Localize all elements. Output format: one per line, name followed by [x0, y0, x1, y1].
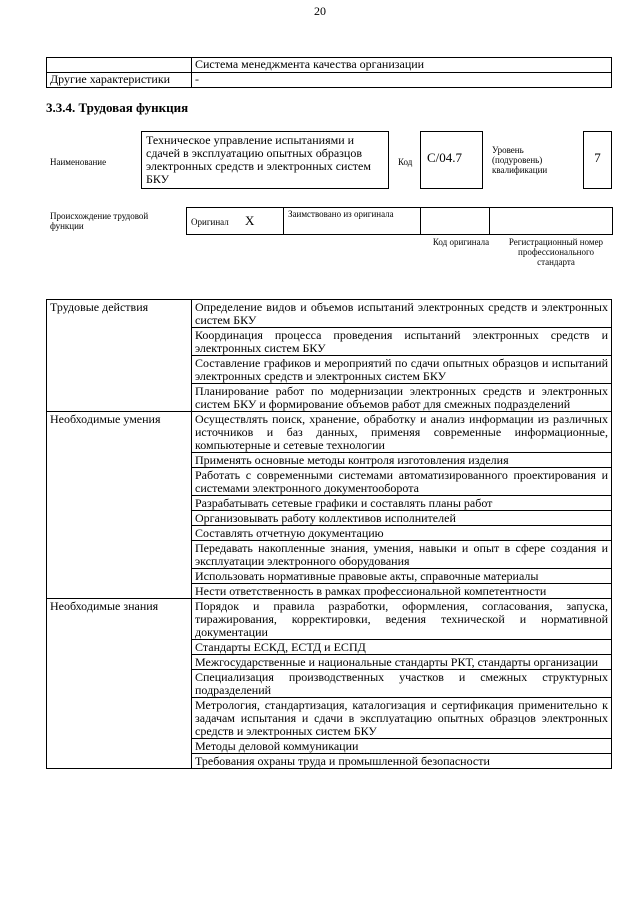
- quality-system-cell: Система менеджмента качества организации: [192, 58, 612, 73]
- table-row: [47, 599, 612, 640]
- table-row: [47, 412, 612, 453]
- other-characteristics-value: -: [192, 73, 612, 88]
- name-label: Наименование: [50, 157, 107, 167]
- section-item: Организовывать работу коллективов исполнителей: [192, 511, 612, 526]
- section-item: Осуществлять поиск, хранение, обработку и анализ информации из различных источников и баз данных, применяя современные информационные, компьютерные и сетевые технологии: [192, 412, 612, 453]
- section-item: Требования охраны труда и промышленной безопасности: [192, 754, 612, 769]
- function-name-box: Техническое управление испытаниями и сдачей в эксплуатацию опытных образцов электронных средств и электронных систем БКУ: [141, 131, 389, 189]
- section-item: Специализация производственных участков и смежных структурных подразделений: [192, 670, 612, 698]
- origin-label: Происхождение трудовой функции: [50, 211, 149, 231]
- section-item: Определение видов и объемов испытаний электронных средств и электронных систем БКУ: [192, 300, 612, 328]
- characteristics-table: [46, 57, 612, 88]
- section-label: Необходимые знания: [47, 599, 192, 769]
- section-item: Работать с современными системами автоматизированного проектирования и системами электронного документооборота: [192, 468, 612, 496]
- other-characteristics-label: Другие характеристики: [47, 73, 192, 88]
- original-cell: [187, 208, 284, 235]
- section-item: Использовать нормативные правовые акты, справочные материалы: [192, 569, 612, 584]
- original-label: Оригинал: [191, 216, 229, 227]
- function-details-table: [46, 299, 612, 769]
- section-item: Координация процесса проведения испытаний электронных средств и электронных систем БКУ: [192, 328, 612, 356]
- section-item: Метрология, стандартизация, каталогизация и сертификация применительно к задачам испытания и сдачи в эксплуатацию опытных образцов электронных средств и электронных систем БКУ: [192, 698, 612, 739]
- origin-code-cell: [421, 208, 490, 235]
- code-label: Код: [398, 157, 413, 167]
- section-label: Необходимые умения: [47, 412, 192, 599]
- section-item: Составлять отчетную документацию: [192, 526, 612, 541]
- reg-number-caption: Регистрационный номер профессионального стандарта: [508, 237, 604, 267]
- page-number: 20: [314, 4, 326, 18]
- code-original-caption: Код оригинала: [432, 237, 490, 247]
- level-label: Уровень (подуровень) квалификации: [492, 145, 548, 175]
- empty-cell: [47, 58, 192, 73]
- origin-reg-cell: [490, 208, 613, 235]
- section-item: Стандарты ЕСКД, ЕСТД и ЕСПД: [192, 640, 612, 655]
- section-item: Планирование работ по модернизации электронных средств и электронных систем БКУ и формирование объемов работ для смежных подразделений: [192, 384, 612, 412]
- section-item: Передавать накопленные знания, умения, навыки и опыт в сфере создания и эксплуатации электронного оборудования: [192, 541, 612, 569]
- borrowed-label: Заимствовано из оригинала: [284, 208, 421, 235]
- function-code-box: С/04.7: [420, 131, 483, 189]
- table-row: [47, 300, 612, 328]
- level-value-box: 7: [583, 131, 612, 189]
- section-item: Составление графиков и мероприятий по сдачи опытных образцов и испытаний электронных средств и электронных систем БКУ: [192, 356, 612, 384]
- section-item: Разрабатывать сетевые графики и составлять планы работ: [192, 496, 612, 511]
- section-item: Межгосударственные и национальные стандарты РКТ, стандарты организации: [192, 655, 612, 670]
- section-label: Трудовые действия: [47, 300, 192, 412]
- section-item: Нести ответственность в рамках профессиональной компетентности: [192, 584, 612, 599]
- original-mark: X: [244, 212, 255, 228]
- section-item: Порядок и правила разработки, оформления, согласования, запуска, тиражирования, корректировки, ведения технической и нормативной документации: [192, 599, 612, 640]
- section-title: 3.3.4. Трудовая функция: [46, 100, 189, 115]
- origin-table: [186, 207, 613, 235]
- section-item: Применять основные методы контроля изготовления изделия: [192, 453, 612, 468]
- section-item: Методы деловой коммуникации: [192, 739, 612, 754]
